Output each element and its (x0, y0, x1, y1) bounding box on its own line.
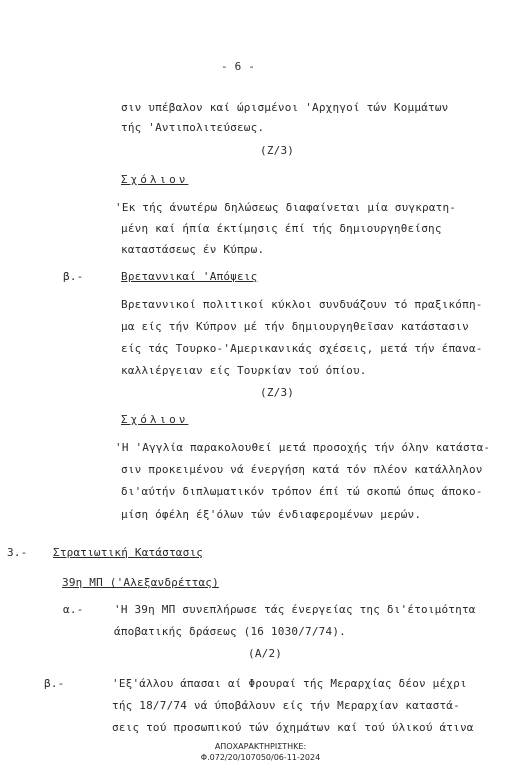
text-line: καταστάσεως έν Κύπρω. (121, 243, 265, 256)
list-marker: 3.- (7, 546, 28, 559)
text-line: άποβατικής δράσεως (16 1030/7/74). (114, 625, 346, 638)
text-line: δι'αύτήν διπλωματικόν τρόπον έπί τώ σκοπώ όπως άποκο- (121, 485, 483, 498)
text-line: 'Εξ'άλλου άπασαι αί Φρουραί τής Μεραρχίας δέον μέχρι (112, 677, 467, 690)
declassification-stamp-line: ΑΠΟΧΑΡΑΚΤΗΡΙΣΤΗΚΕ: (214, 742, 307, 751)
list-marker: α.- (63, 603, 84, 616)
text-line: 'Η 39η ΜΠ συνεπλήρωσε τάς ένεργείας της δι'έτοιμότητα (114, 603, 476, 616)
text-line: μα είς τήν Κύπρον μέ τήν δημιουργηθεῖσαν κατάστασιν (121, 320, 469, 333)
text-line: είς τάς Τουρκο-'Αμερικανικάς σχέσεις, μετά τήν έπανα- (121, 342, 483, 355)
list-marker: β.- (63, 270, 84, 283)
section-heading: Βρεταννικαί 'Απόψεις (121, 270, 258, 283)
text-line: 'Η 'Αγγλία παρακολουθεί μετά προσοχής τήν όλην κατάστα- (115, 441, 491, 454)
text-line: σιν προκειμένου νά ένεργήση κατά τόν πλέον κατάλληλον (121, 463, 483, 476)
section-heading: Στρατιωτική Κατάστασις (53, 546, 204, 559)
text-line: σιν υπέβαλον καί ώρισμένοι 'Αρχηγοί τών Κομμάτων (121, 101, 449, 114)
text-line: καλλιέργειαν είς Τουρκίαν τού όπίου. (121, 364, 367, 377)
declassification-stamp-code: Φ.072/20/107050/06-11-2024 (200, 753, 321, 762)
section-heading-comment: Σχόλιον (121, 173, 189, 186)
text-line: 'Εκ τής άνωτέρω δηλώσεως διαφαίνεται μία συγκρατη- (115, 201, 457, 214)
reference-code: (Z/3) (260, 144, 295, 157)
section-heading-comment: Σχόλιον (121, 413, 189, 426)
text-line: μένη καί ήπία έκτίμησις έπί τής δημιουργηθείσης (121, 222, 442, 235)
text-line: τής 18/7/74 νά ύποβάλουν είς τήν Μεραρχίαν καταστά- (112, 699, 460, 712)
reference-code: (Z/3) (260, 386, 295, 399)
text-line: σεις τού προσωπικού τών όχημάτων καί τού ύλικού άτινα (112, 721, 474, 734)
list-marker: β.- (44, 677, 65, 690)
text-line: Βρεταννικοί πολιτικοί κύκλοι συνδυάζουν τό πραξικόπη- (121, 298, 483, 311)
text-line: μίση όφέλη έξ'όλων τών ένδιαφερομένων μερών. (121, 508, 422, 521)
text-line: τής 'Αντιπολιτεύσεως. (121, 121, 265, 134)
subsection-heading: 39η ΜΠ ('Αλεξανδρέττας) (62, 576, 219, 589)
reference-code: (A/2) (248, 647, 283, 660)
page-number: - 6 - (221, 60, 256, 73)
